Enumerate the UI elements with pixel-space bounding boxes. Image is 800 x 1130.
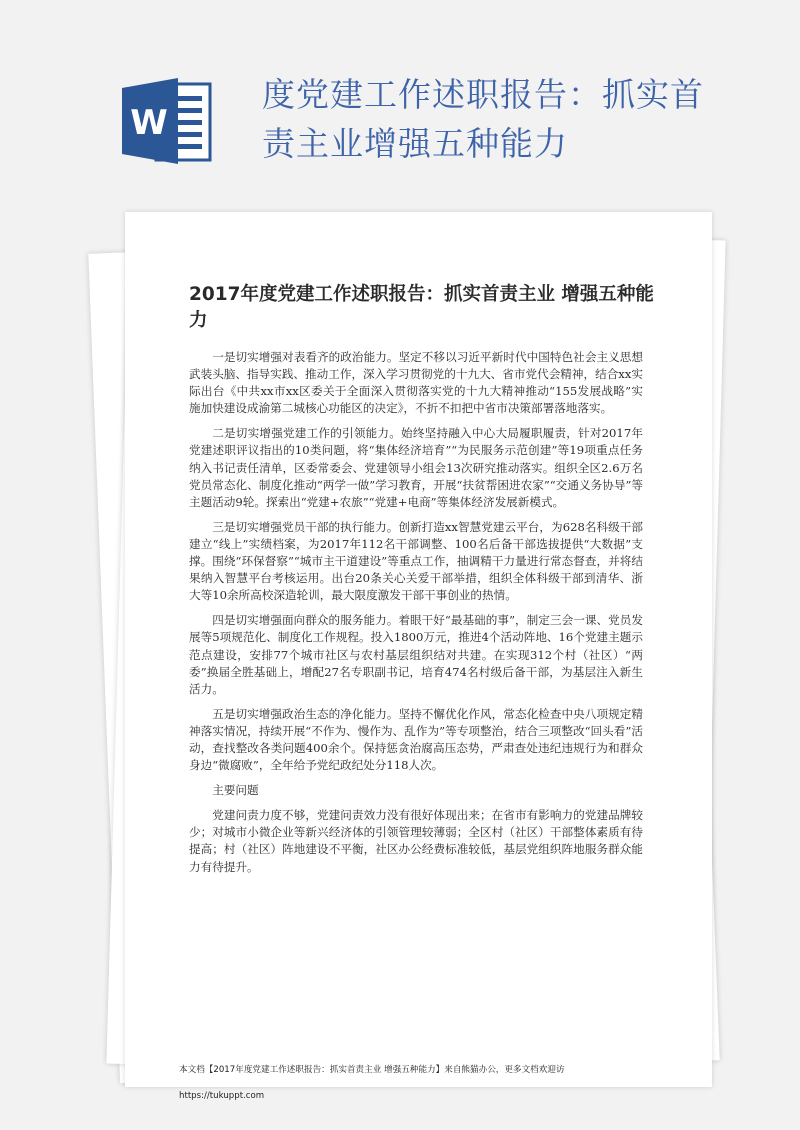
document-title: 2017年度党建工作述职报告：抓实首责主业 增强五种能力	[189, 284, 654, 331]
paragraph-5: 五是切实增强政治生态的净化能力。坚持不懈优化作风，常态化检查中央八项规定精神落实情况，持续开展“不作为、慢作为、乱作为”等专项整治，结合三项整改“回头看”活动，查找整改各类问题400余个。保持惩贪治腐高压态势，严肃查处违纪违规行为和群众身边“微腐败”，全年给予党纪政纪处分118人次。	[189, 706, 643, 773]
paragraph-4: 四是切实增强面向群众的服务能力。着眼干好“最基础的事”，制定三会一课、党员发展等5项规范化、制度化工作规程。投入1800万元，推进4个活动阵地、16个党建主题示范点建设，安排77个城市社区与农村基层组织结对共建。在实现312个村（社区）“两委”换届全胜基础上，增配27名专职副书记，培育474名村级后备干部，为基层注入新生活力。	[189, 613, 643, 696]
section-heading: 主要问题	[212, 783, 259, 798]
document-page	[125, 212, 712, 1101]
source-link[interactable]: https://tukuppt.com	[179, 1091, 265, 1101]
page-title: 度党建工作述职报告：抓实首责主业增强五种能力	[262, 75, 704, 163]
document-body	[189, 349, 643, 884]
source-note: 本文档【2017年度党建工作述职报告：抓实首责主业 增强五种能力】来自熊猫办公，更多文档欢迎访	[179, 1065, 565, 1075]
header-banner	[0, 0, 800, 215]
paragraph-3: 三是切实增强党员干部的执行能力。创新打造xx智慧党建云平台，为628名科级干部建立“线上”实绩档案，为2017年112名干部调整、100名后备干部选拔提供“大数据”支撑。围绕“环保督察”“城市主干道建设”等重点工作，抽调精干力量进行常态督查，并将结果纳入智慧平台考核运用。出台20条关心关爱干部举措，组织全体科级干部到清华、浙大等10余所高校深造轮训，最大限度激发干部干事创业的热情。	[189, 519, 643, 603]
word-document-icon	[118, 72, 216, 170]
document-preview	[96, 212, 736, 1102]
svg-text:W: W	[130, 103, 168, 143]
paragraph-1: 一是切实增强对表看齐的政治能力。坚定不移以习近平新时代中国特色社会主义思想武装头脑、指导实践、推动工作，深入学习贯彻党的十九大、省市党代会精神，结合xx实际出台《中共xx市xx区委关于全面深入贯彻落实党的十九大精神推动“155发展战略”实施加快建设成渝第二城核心功能区的决定》，不折不扣把中省市决策部署落地落实。	[189, 350, 643, 416]
problems-paragraph: 党建问责力度不够，党建问责效力没有很好体现出来；在省市有影响力的党建品牌较少；对城市小微企业等新兴经济体的引领管理较薄弱；全区村（社区）干部整体素质有待提高；村（社区）阵地建设不平衡，社区办公经费标准较低，基层党组织阵地服务群众能力有待提升。	[189, 808, 643, 874]
paragraph-2: 二是切实增强党建工作的引领能力。始终坚持融入中心大局履职履责，针对2017年党建述职评议指出的10类问题，将“集体经济培育”“为民服务示范创建”等19项重点任务纳入书记责任清单，区委常委会、党建领导小组会13次研究推动落实。组织全区2.6万名党员常态化、制度化推动“两学一做”学习教育，开展“扶贫帮困进农家”“交通义务协导”等主题活动9轮。探索出“党建+农旅”“党建+电商”等集体经济发展新模式。	[189, 426, 643, 509]
